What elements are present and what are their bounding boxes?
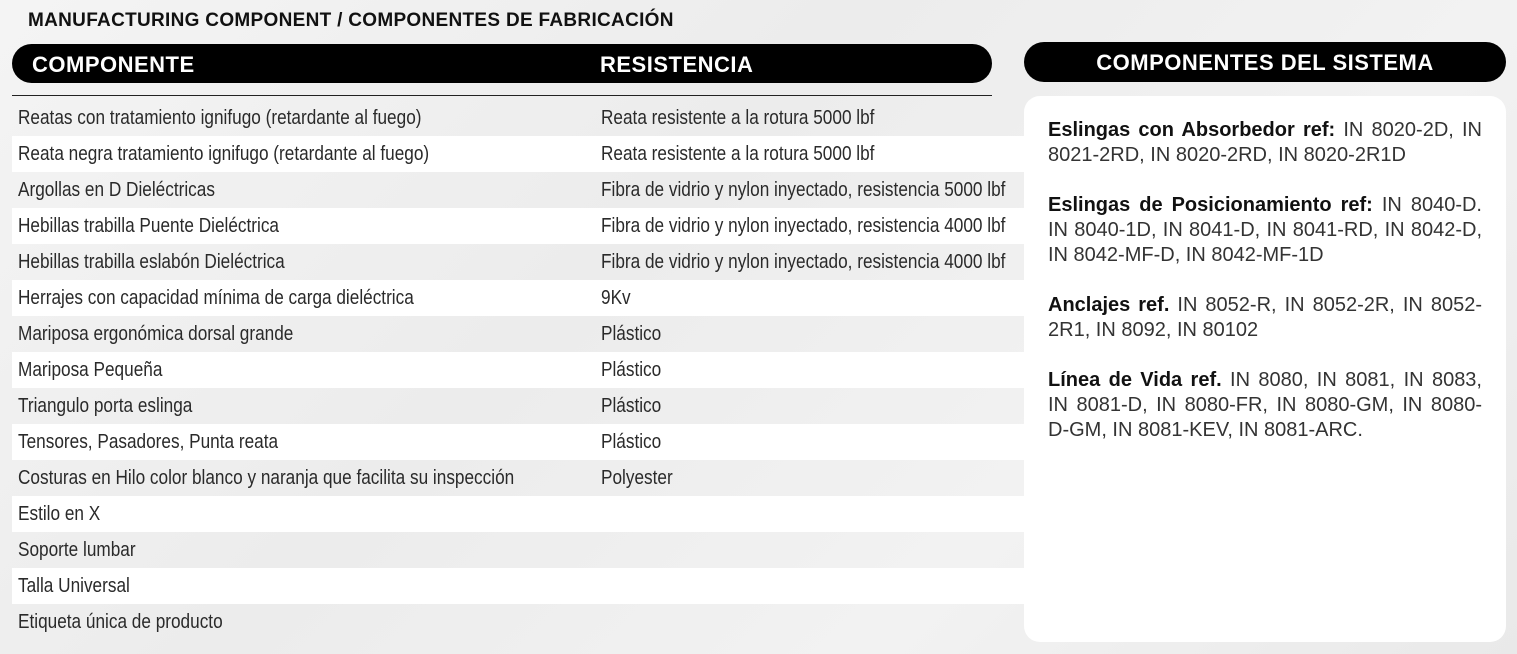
component-text: Costuras en Hilo color blanco y naranja que facilita su inspección — [18, 466, 515, 489]
component-cell — [12, 388, 595, 424]
system-block-text: IN 8080, IN 8081, IN 8083, IN 8081-D, IN 8080-FR, IN 8080-GM, IN 8080-D-GM, IN 8081-KEV, IN 8081-ARC. — [1048, 369, 1482, 441]
table-row — [12, 208, 1071, 244]
system-block-text: IN 8052-R, IN 8052-2R, IN 8052-2R1, IN 8092, IN 80102 — [1048, 294, 1483, 341]
component-cell — [12, 172, 595, 208]
table-row — [12, 280, 1071, 316]
table-row — [12, 532, 1071, 568]
page-title: MANUFACTURING COMPONENT / COMPONENTES DE FABRICACIÓN — [28, 10, 674, 31]
component-cell — [12, 100, 595, 136]
component-text: Hebillas trabilla Puente Dieléctrica — [18, 214, 279, 237]
table-header-bar — [12, 44, 992, 83]
component-text: Soporte lumbar — [18, 538, 136, 561]
table-row — [12, 172, 1071, 208]
header-divider — [12, 95, 992, 96]
component-cell — [12, 424, 595, 460]
resistance-text: Reata resistente a la rotura 5000 lbf — [600, 106, 875, 129]
resistance-cell — [595, 424, 1071, 460]
component-text: Talla Universal — [18, 574, 130, 597]
table-row — [12, 460, 1071, 496]
resistance-cell — [595, 352, 1071, 388]
component-cell — [12, 496, 595, 532]
component-text: Etiqueta única de producto — [18, 610, 223, 633]
table-row — [12, 136, 1071, 172]
component-cell — [12, 316, 595, 352]
system-block-label: Línea de Vida ref. — [1048, 369, 1222, 391]
component-text: Tensores, Pasadores, Punta reata — [18, 430, 279, 453]
resistance-cell — [595, 100, 1071, 136]
components-table-section — [12, 44, 1006, 640]
resistance-cell — [595, 244, 1071, 280]
table-row — [12, 604, 1071, 640]
components-table — [12, 100, 1071, 640]
resistance-text: Plástico — [600, 430, 662, 453]
resistance-text: Reata resistente a la rotura 5000 lbf — [600, 142, 875, 165]
resistance-cell — [595, 496, 1071, 532]
table-row — [12, 352, 1071, 388]
system-panel — [1024, 96, 1506, 642]
table-row — [12, 568, 1071, 604]
resistance-text: Plástico — [600, 358, 662, 381]
system-block — [1048, 118, 1482, 168]
component-text: Reata negra tratamiento ignifugo (retardante al fuego) — [18, 142, 430, 165]
resistance-cell — [595, 604, 1071, 640]
resistance-text: Polyester — [600, 466, 673, 489]
system-heading: COMPONENTES DEL SISTEMA — [1024, 42, 1506, 82]
resistance-text: Plástico — [600, 394, 662, 417]
system-block — [1048, 193, 1482, 268]
header-componente: COMPONENTE — [32, 52, 195, 77]
component-cell — [12, 352, 595, 388]
system-block-label: Eslingas de Posicionamiento ref: — [1048, 194, 1373, 216]
system-block-text: IN 8020-2D, IN 8021-2RD, IN 8020-2RD, IN 8020-2R1D — [1048, 119, 1483, 166]
resistance-cell — [595, 532, 1071, 568]
resistance-cell — [595, 388, 1071, 424]
table-row — [12, 244, 1071, 280]
system-block-label: Eslingas con Absorbedor ref: — [1048, 119, 1336, 141]
component-text: Argollas en D Dieléctricas — [18, 178, 215, 201]
system-block — [1048, 293, 1482, 343]
table-row — [12, 100, 1071, 136]
component-cell — [12, 244, 595, 280]
resistance-text: Fibra de vidrio y nylon inyectado, resistencia 4000 lbf — [600, 214, 1006, 237]
component-cell — [12, 208, 595, 244]
system-block-text: IN 8040-D. IN 8040-1D, IN 8041-D, IN 8041-RD, IN 8042-D, IN 8042-MF-D, IN 8042-MF-1D — [1048, 194, 1482, 266]
component-text: Herrajes con capacidad mínima de carga dieléctrica — [18, 286, 414, 309]
component-cell — [12, 604, 595, 640]
component-text: Mariposa Pequeña — [18, 358, 163, 381]
resistance-cell — [595, 460, 1071, 496]
component-text: Hebillas trabilla eslabón Dieléctrica — [18, 250, 285, 273]
component-cell — [12, 568, 595, 604]
resistance-cell — [595, 208, 1071, 244]
table-row — [12, 316, 1071, 352]
resistance-cell — [595, 172, 1071, 208]
component-cell — [12, 532, 595, 568]
component-cell — [12, 280, 595, 316]
resistance-text: 9Kv — [600, 286, 631, 309]
resistance-cell — [595, 280, 1071, 316]
component-cell — [12, 136, 595, 172]
table-row — [12, 388, 1071, 424]
component-text: Triangulo porta eslinga — [18, 394, 193, 417]
resistance-text: Fibra de vidrio y nylon inyectado, resistencia 5000 lbf — [600, 178, 1006, 201]
resistance-cell — [595, 136, 1071, 172]
header-resistencia: RESISTENCIA — [600, 52, 754, 77]
resistance-cell — [595, 568, 1071, 604]
system-block-label: Anclajes ref. — [1048, 294, 1170, 316]
system-block — [1048, 368, 1482, 443]
component-text: Estilo en X — [18, 502, 101, 525]
resistance-text: Plástico — [600, 322, 662, 345]
system-components-section — [1024, 42, 1506, 642]
resistance-text: Fibra de vidrio y nylon inyectado, resistencia 4000 lbf — [600, 250, 1006, 273]
component-text: Reatas con tratamiento ignifugo (retardante al fuego) — [18, 106, 422, 129]
component-cell — [12, 460, 595, 496]
table-row — [12, 424, 1071, 460]
component-text: Mariposa ergonómica dorsal grande — [18, 322, 294, 345]
resistance-cell — [595, 316, 1071, 352]
table-row — [12, 496, 1071, 532]
